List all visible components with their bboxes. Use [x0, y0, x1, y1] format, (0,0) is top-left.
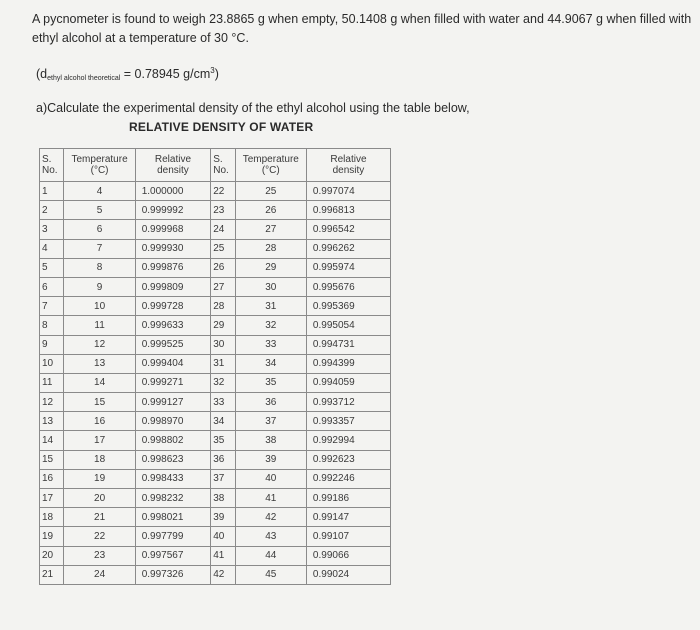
given-open: (d — [36, 67, 48, 81]
cell-sno-2: 31 — [211, 354, 235, 373]
cell-sno-2: 36 — [211, 450, 235, 469]
given-subscript: ethyl alcohol theoretical — [47, 75, 121, 82]
cell-sno-2: 29 — [211, 316, 235, 335]
cell-temperature: 18 — [64, 450, 135, 469]
header-temperature: Temperature (°C) — [64, 149, 135, 182]
cell-sno: 8 — [40, 316, 64, 335]
cell-temperature-2: 34 — [235, 354, 306, 373]
cell-relative-density: 0.998232 — [135, 489, 211, 508]
cell-temperature-2: 45 — [235, 565, 306, 584]
cell-sno-2: 26 — [211, 258, 235, 277]
table-row — [40, 469, 391, 488]
problem-statement: A pycnometer is found to weigh 23.8865 g when empty, 50.1408 g when filled with water and 44.9067 g when filled with ethyl alcohol at a temperature of 30 °C. — [32, 12, 692, 45]
table-row — [40, 258, 391, 277]
cell-sno: 16 — [40, 469, 64, 488]
table-row — [40, 182, 391, 201]
cell-sno-2: 32 — [211, 373, 235, 392]
cell-relative-density: 0.999992 — [135, 201, 211, 220]
cell-sno: 10 — [40, 354, 64, 373]
cell-temperature-2: 32 — [235, 316, 306, 335]
table-title: RELATIVE DENSITY OF WATER — [129, 120, 314, 134]
cell-temperature-2: 42 — [235, 508, 306, 527]
cell-sno: 6 — [40, 277, 64, 296]
table-row — [40, 354, 391, 373]
cell-temperature: 10 — [64, 297, 135, 316]
cell-sno-2: 33 — [211, 393, 235, 412]
cell-relative-density: 0.998802 — [135, 431, 211, 450]
table-row — [40, 412, 391, 431]
cell-sno-2: 42 — [211, 565, 235, 584]
cell-sno-2: 27 — [211, 277, 235, 296]
table-row — [40, 239, 391, 258]
given-theoretical-density — [36, 66, 219, 82]
cell-relative-density: 0.999404 — [135, 354, 211, 373]
cell-relative-density: 0.999127 — [135, 393, 211, 412]
cell-temperature: 6 — [64, 220, 135, 239]
cell-temperature: 9 — [64, 277, 135, 296]
cell-temperature: 16 — [64, 412, 135, 431]
cell-sno-2: 34 — [211, 412, 235, 431]
cell-relative-density-2: 0.996542 — [306, 220, 390, 239]
cell-relative-density-2: 0.99107 — [306, 527, 390, 546]
cell-relative-density: 0.999633 — [135, 316, 211, 335]
cell-relative-density: 0.999876 — [135, 258, 211, 277]
cell-relative-density-2: 0.996262 — [306, 239, 390, 258]
cell-temperature: 11 — [64, 316, 135, 335]
cell-temperature-2: 31 — [235, 297, 306, 316]
cell-relative-density-2: 0.993357 — [306, 412, 390, 431]
cell-sno: 13 — [40, 412, 64, 431]
cell-sno: 11 — [40, 373, 64, 392]
cell-relative-density: 0.999271 — [135, 373, 211, 392]
cell-temperature: 23 — [64, 546, 135, 565]
cell-relative-density: 0.999525 — [135, 335, 211, 354]
cell-relative-density-2: 0.99024 — [306, 565, 390, 584]
cell-temperature-2: 29 — [235, 258, 306, 277]
cell-sno: 21 — [40, 565, 64, 584]
cell-temperature: 12 — [64, 335, 135, 354]
cell-relative-density-2: 0.996813 — [306, 201, 390, 220]
cell-temperature: 24 — [64, 565, 135, 584]
cell-relative-density: 0.997799 — [135, 527, 211, 546]
table-row — [40, 220, 391, 239]
cell-temperature: 8 — [64, 258, 135, 277]
cell-sno: 7 — [40, 297, 64, 316]
cell-sno-2: 35 — [211, 431, 235, 450]
cell-temperature: 14 — [64, 373, 135, 392]
table-header-row — [40, 149, 391, 182]
table-row — [40, 277, 391, 296]
cell-relative-density-2: 0.993712 — [306, 393, 390, 412]
cell-temperature-2: 33 — [235, 335, 306, 354]
given-close: ) — [214, 67, 219, 81]
cell-sno-2: 39 — [211, 508, 235, 527]
given-superscript: 3 — [210, 66, 215, 75]
header-relative-density-2: Relative density — [306, 149, 390, 182]
cell-temperature: 4 — [64, 182, 135, 201]
cell-temperature: 21 — [64, 508, 135, 527]
cell-relative-density: 0.999728 — [135, 297, 211, 316]
cell-sno: 20 — [40, 546, 64, 565]
cell-temperature-2: 44 — [235, 546, 306, 565]
cell-temperature-2: 40 — [235, 469, 306, 488]
cell-relative-density: 0.999809 — [135, 277, 211, 296]
cell-sno: 18 — [40, 508, 64, 527]
cell-relative-density: 0.998623 — [135, 450, 211, 469]
cell-temperature-2: 38 — [235, 431, 306, 450]
cell-relative-density-2: 0.992623 — [306, 450, 390, 469]
cell-temperature-2: 28 — [235, 239, 306, 258]
cell-temperature-2: 37 — [235, 412, 306, 431]
cell-relative-density-2: 0.994731 — [306, 335, 390, 354]
cell-temperature-2: 39 — [235, 450, 306, 469]
cell-relative-density: 0.998021 — [135, 508, 211, 527]
cell-sno: 4 — [40, 239, 64, 258]
table-row — [40, 450, 391, 469]
question-a: a)Calculate the experimental density of the ethyl alcohol using the table below, — [36, 101, 470, 115]
cell-sno-2: 28 — [211, 297, 235, 316]
cell-relative-density-2: 0.995974 — [306, 258, 390, 277]
table-row — [40, 373, 391, 392]
cell-temperature-2: 41 — [235, 489, 306, 508]
cell-temperature: 15 — [64, 393, 135, 412]
cell-sno-2: 37 — [211, 469, 235, 488]
cell-sno-2: 23 — [211, 201, 235, 220]
cell-temperature-2: 30 — [235, 277, 306, 296]
cell-sno: 2 — [40, 201, 64, 220]
relative-density-table — [39, 148, 391, 585]
cell-relative-density-2: 0.99147 — [306, 508, 390, 527]
table-row — [40, 297, 391, 316]
table-row — [40, 565, 391, 584]
cell-relative-density: 0.997567 — [135, 546, 211, 565]
cell-sno: 15 — [40, 450, 64, 469]
header-relative-density: Relative density — [135, 149, 211, 182]
cell-temperature-2: 25 — [235, 182, 306, 201]
cell-temperature: 19 — [64, 469, 135, 488]
cell-relative-density-2: 0.997074 — [306, 182, 390, 201]
cell-relative-density: 0.998970 — [135, 412, 211, 431]
cell-temperature: 17 — [64, 431, 135, 450]
cell-sno: 19 — [40, 527, 64, 546]
cell-sno: 5 — [40, 258, 64, 277]
header-sno-2: S. No. — [211, 149, 235, 182]
header-sno: S. No. — [40, 149, 64, 182]
cell-relative-density: 0.998433 — [135, 469, 211, 488]
cell-relative-density-2: 0.994399 — [306, 354, 390, 373]
cell-sno-2: 40 — [211, 527, 235, 546]
cell-sno: 17 — [40, 489, 64, 508]
table-row — [40, 316, 391, 335]
cell-sno-2: 25 — [211, 239, 235, 258]
header-temperature-2: Temperature (°C) — [235, 149, 306, 182]
cell-relative-density-2: 0.992246 — [306, 469, 390, 488]
cell-temperature: 7 — [64, 239, 135, 258]
table-row — [40, 527, 391, 546]
cell-sno: 9 — [40, 335, 64, 354]
cell-temperature-2: 27 — [235, 220, 306, 239]
table-row — [40, 393, 391, 412]
cell-relative-density: 0.999930 — [135, 239, 211, 258]
cell-relative-density-2: 0.99066 — [306, 546, 390, 565]
cell-temperature-2: 26 — [235, 201, 306, 220]
cell-temperature: 20 — [64, 489, 135, 508]
table-row — [40, 489, 391, 508]
cell-sno: 1 — [40, 182, 64, 201]
cell-relative-density-2: 0.995676 — [306, 277, 390, 296]
cell-relative-density: 1.000000 — [135, 182, 211, 201]
table-row — [40, 201, 391, 220]
cell-relative-density-2: 0.995054 — [306, 316, 390, 335]
cell-sno: 3 — [40, 220, 64, 239]
cell-sno: 14 — [40, 431, 64, 450]
cell-relative-density-2: 0.994059 — [306, 373, 390, 392]
cell-temperature: 5 — [64, 201, 135, 220]
cell-relative-density-2: 0.995369 — [306, 297, 390, 316]
cell-sno: 12 — [40, 393, 64, 412]
table-row — [40, 431, 391, 450]
cell-relative-density-2: 0.992994 — [306, 431, 390, 450]
cell-temperature: 22 — [64, 527, 135, 546]
cell-temperature-2: 36 — [235, 393, 306, 412]
cell-temperature: 13 — [64, 354, 135, 373]
cell-temperature-2: 43 — [235, 527, 306, 546]
table-row — [40, 335, 391, 354]
table-row — [40, 508, 391, 527]
cell-sno-2: 22 — [211, 182, 235, 201]
cell-sno-2: 24 — [211, 220, 235, 239]
cell-sno-2: 38 — [211, 489, 235, 508]
cell-sno-2: 41 — [211, 546, 235, 565]
cell-temperature-2: 35 — [235, 373, 306, 392]
cell-relative-density: 0.997326 — [135, 565, 211, 584]
cell-relative-density: 0.999968 — [135, 220, 211, 239]
cell-sno-2: 30 — [211, 335, 235, 354]
cell-relative-density-2: 0.99186 — [306, 489, 390, 508]
given-value: = 0.78945 g/cm — [120, 67, 211, 81]
table-row — [40, 546, 391, 565]
